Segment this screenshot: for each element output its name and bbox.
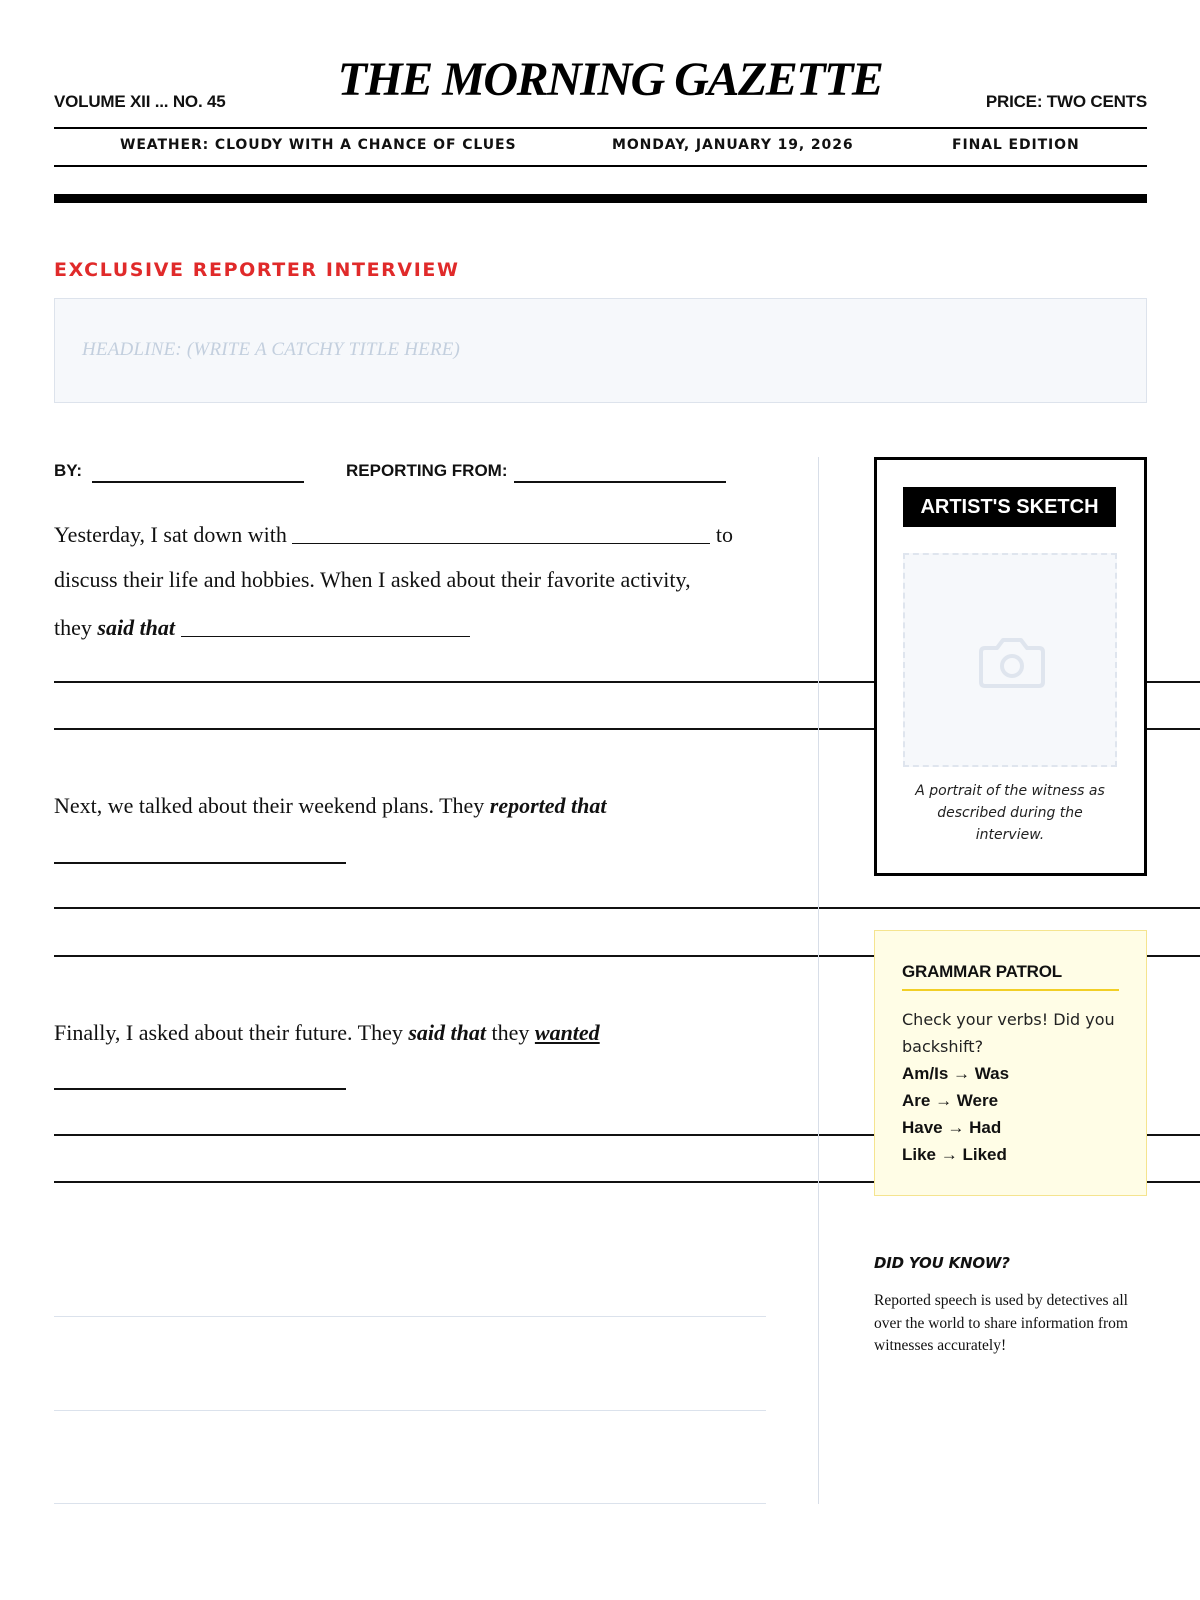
grammar-patrol-text: Check your verbs! Did you backshift? (902, 1010, 1115, 1056)
column-divider (818, 457, 819, 1504)
story-paragraph-1-line-2: discuss their life and hobbies. When I asked about their favorite activity, (54, 567, 691, 592)
story-paragraph-1-line-3 (54, 615, 470, 639)
favorite-activity-blank[interactable] (181, 615, 470, 637)
did-you-know-text: Reported speech is used by detectives all over the world to share information from witnesses accurately! (874, 1292, 1128, 1354)
masthead-rule-bottom (54, 165, 1147, 167)
reporting-from-label: REPORTING FROM: (346, 461, 508, 480)
camera-icon (977, 634, 1047, 690)
backshifted-verb-wanted: wanted (534, 1020, 600, 1045)
reporting-from-field[interactable] (514, 481, 726, 483)
interviewee-name-blank[interactable] (292, 522, 710, 544)
writing-line[interactable] (54, 1410, 766, 1411)
reporting-verb-said-that: said that (97, 615, 176, 640)
reporting-verb-said-that: said that (408, 1020, 486, 1045)
masthead-rule-top (54, 127, 1147, 129)
story-paragraph-3-line-1 (54, 1022, 600, 1044)
grammar-title-underline (902, 989, 1119, 991)
story-text: they (54, 615, 92, 640)
section-label: EXCLUSIVE REPORTER INTERVIEW (54, 259, 460, 281)
sketch-caption: A portrait of the witness as described during the interview. (915, 783, 1105, 843)
writing-line[interactable] (54, 1316, 766, 1317)
headline-placeholder: HEADLINE: (WRITE A CATCHY TITLE HERE) (82, 339, 461, 360)
story-paragraph-1-line-1 (54, 522, 733, 546)
by-field[interactable] (92, 481, 304, 483)
writing-line[interactable] (54, 1503, 766, 1504)
newspaper-title: THE MORNING GAZETTE (337, 53, 883, 106)
by-label: BY: (54, 461, 83, 480)
backshift-rule: Are → Were (902, 1091, 999, 1110)
did-you-know-title: DID YOU KNOW? (874, 1254, 1010, 1272)
backshift-rule: Am/Is → Was (902, 1064, 1010, 1083)
grammar-patrol-title: GRAMMAR PATROL (902, 962, 1062, 981)
reporting-verb-reported-that: reported that (489, 793, 607, 818)
weather-label: WEATHER: CLOUDY WITH A CHANCE OF CLUES (120, 137, 517, 153)
masthead-thick-rule (54, 194, 1147, 203)
story-text: to (715, 522, 733, 547)
story-text: Yesterday, I sat down with (54, 522, 287, 547)
story-paragraph-2-line-1 (54, 795, 607, 817)
edition-label: FINAL EDITION (952, 137, 1080, 153)
answer-line[interactable] (54, 907, 1200, 909)
story-text: they (491, 1020, 530, 1045)
weekend-plans-blank[interactable] (54, 862, 346, 864)
story-text: Next, we talked about their weekend plans. They (54, 793, 485, 818)
price-label: PRICE: TWO CENTS (985, 92, 1147, 111)
date-label: MONDAY, JANUARY 19, 2026 (612, 137, 854, 153)
volume-number: VOLUME XII ... NO. 45 (54, 92, 226, 111)
future-plans-blank[interactable] (54, 1088, 346, 1090)
backshift-rule: Like → Liked (902, 1145, 1007, 1164)
sketch-drawing-area[interactable] (903, 553, 1117, 767)
backshift-rule: Have → Had (902, 1118, 1002, 1137)
story-text: Finally, I asked about their future. They (54, 1020, 403, 1045)
sketch-title: ARTIST'S SKETCH (903, 487, 1116, 527)
